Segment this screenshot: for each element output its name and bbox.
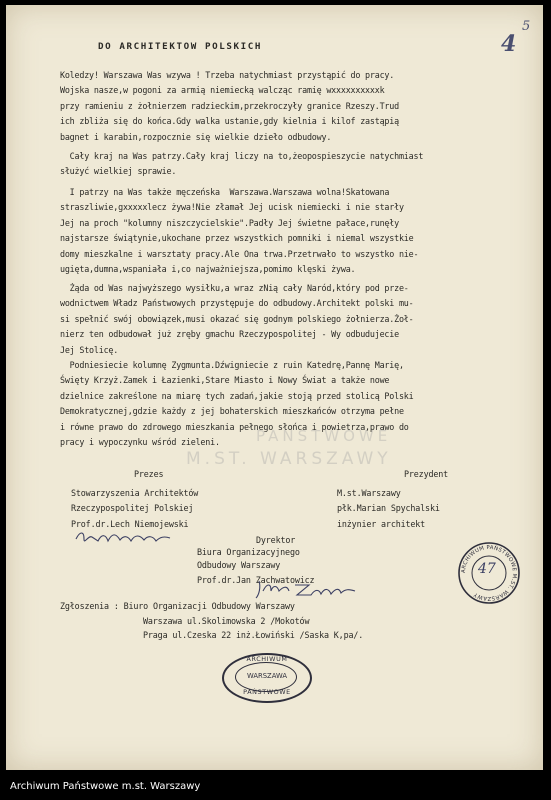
- archive-footer: [0, 773, 551, 800]
- text-line: straszliwie,gxxxxxlecz żywa!Nie złamał Jej ucisk niemiecki i nie starły: [60, 202, 404, 213]
- stamp-number: 47: [478, 561, 496, 577]
- signatory-center-line: Biura Organizacyjnego: [197, 547, 300, 557]
- signatory-center-line: Prof.dr.Jan Zachwatowicz: [197, 575, 315, 585]
- signatory-right-line: inżynier architekt: [337, 519, 426, 529]
- text-line: Cały kraj na Was patrzy.Cały kraj liczy na to,żeopospieszycie natychmiast: [60, 151, 424, 161]
- signatory-right-line: płk.Marian Spychalski: [337, 503, 440, 513]
- text-line: I patrzy na Was także męczeńska Warszawa.Warszawa wolna!Skatowana: [60, 187, 390, 197]
- text-line: Święty Krzyż.Zamek i Łazienki,Stare Miasto i Nowy Świat a także nowe: [60, 375, 390, 386]
- text-line: wodnictwem Władz Państwowych przystępuje do odbudowy.Architekt polski mu-: [60, 298, 414, 309]
- paragraph-3: [60, 185, 520, 277]
- text-line: i równe prawo do zdrowego mieszkania pełnego słońca i powietrza,prawo do: [60, 421, 409, 432]
- text-line: Wojska nasze,w pogoni za armią niemiecką walcząc ramię wxxxxxxxxxxk: [60, 85, 385, 96]
- text-line: Żąda od Was najwyższego wysiłku,a wraz zNią cały Naród,który pod prze-: [60, 283, 409, 293]
- oval-stamp-bottom: PAŃSTWOWE: [243, 688, 291, 696]
- text-line: nierz ten odbudował już zręby gmachu Rzeczypospolitej - Wy odbudujecie: [60, 329, 399, 340]
- text-line: ugięta,dumna,wspaniała i,co najważniejsza,pomimo klęski żywa.: [60, 264, 356, 275]
- archive-oval-stamp: [222, 653, 312, 703]
- text-line: służyć wielkiej sprawie.: [60, 166, 177, 177]
- oval-stamp-middle: WARSZAWA: [247, 672, 287, 680]
- text-line: domy mieszkalne i warsztaty pracy.Ale Ona trwa.Przetrwało to wszystko nie-: [60, 248, 419, 259]
- document-title: DO ARCHITEKTOW POLSKICH: [98, 41, 263, 52]
- archive-name: Archiwum Państwowe m.st. Warszawy: [10, 781, 201, 792]
- signatory-left-heading: Prezes: [134, 469, 164, 479]
- text-line: Podniesiecie kolumnę Zygmunta.Dźwigniecie z ruin Katedrę,Pannę Marię,: [60, 360, 404, 370]
- text-line: dzielnice zakreślone na miarę tych zadań,jakie stoją przed stolicą Polski: [60, 390, 414, 401]
- signatory-center-heading: Dyrektor: [256, 535, 296, 545]
- signatory-center-line: Odbudowy Warszawy: [197, 560, 281, 570]
- signatory-left-line: Rzeczypospolitej Polskiej: [71, 503, 194, 513]
- paragraph-2: [60, 149, 520, 180]
- text-line: ich zbliża się do końca.Gdy walka ustanie,gdy kielnia i kilof zastąpią: [60, 116, 399, 127]
- text-line: Demokratycznej,gdzie każdy z jej bohaterskich mieszkańców otrzyma pełne: [60, 406, 404, 417]
- signatory-left-line: Prof.dr.Lech Niemojewski: [71, 519, 189, 529]
- text-line: Jej na proch "kolumny niszczycielskie".Padły Jej świetne pałace,runęły: [60, 217, 399, 228]
- paragraph-1: [60, 68, 520, 145]
- watermark-line-1: PAŃSTWOWE: [256, 427, 392, 445]
- signatory-left-line: Stowarzyszenia Architektów: [71, 488, 199, 498]
- signatory-right-heading: Prezydent: [404, 469, 449, 479]
- text-line: si spełnić swój obowiązek,musi okazać się godnym polskiego żołnierza.Żoł-: [60, 313, 414, 324]
- document-page: [6, 5, 543, 770]
- registration-label: Zgłoszenia : Biuro Organizacji Odbudowy Warszawy: [60, 601, 295, 611]
- text-line: najstarsze świątynie,ukochane przez wszystkich pomniki i niemal wszystkie: [60, 233, 414, 244]
- registration-line: Warszawa ul.Skolimowska 2 /Mokotów: [143, 616, 310, 626]
- handwritten-folio-mark: 4: [501, 31, 517, 57]
- text-line: przy ramieniu z żołnierzem radzieckim,przekroczyły granice Rzeszy.Trud: [60, 100, 399, 111]
- signature-left: [74, 527, 174, 549]
- registration-line: Praga ul.Czeska 22 inż.Łowiński /Saska K,pa/.: [143, 630, 364, 640]
- text-line: Jej Stolicę.: [60, 344, 119, 355]
- paragraph-4: [60, 281, 520, 358]
- text-line: Koledzy! Warszawa Was wzywa ! Trzeba natychmiast przystąpić do pracy.: [60, 70, 395, 80]
- stamp-ring-text: ARCHIWUM PAŃSTWOWE M.ST. WARSZAWY: [460, 544, 518, 602]
- signature-center: [253, 577, 359, 601]
- handwritten-page-number: 5: [522, 19, 531, 34]
- text-line: bagnet i karabin,rozpocznie się wielkie dzieło odbudowy.: [60, 131, 332, 142]
- watermark-line-2: M.ST. WARSZAWY: [186, 449, 392, 469]
- text-line: pracy i wypoczynku wśród zieleni.: [60, 437, 220, 448]
- signatory-right-line: M.st.Warszawy: [337, 488, 401, 498]
- oval-stamp-top: ARCHIWUM: [246, 655, 288, 663]
